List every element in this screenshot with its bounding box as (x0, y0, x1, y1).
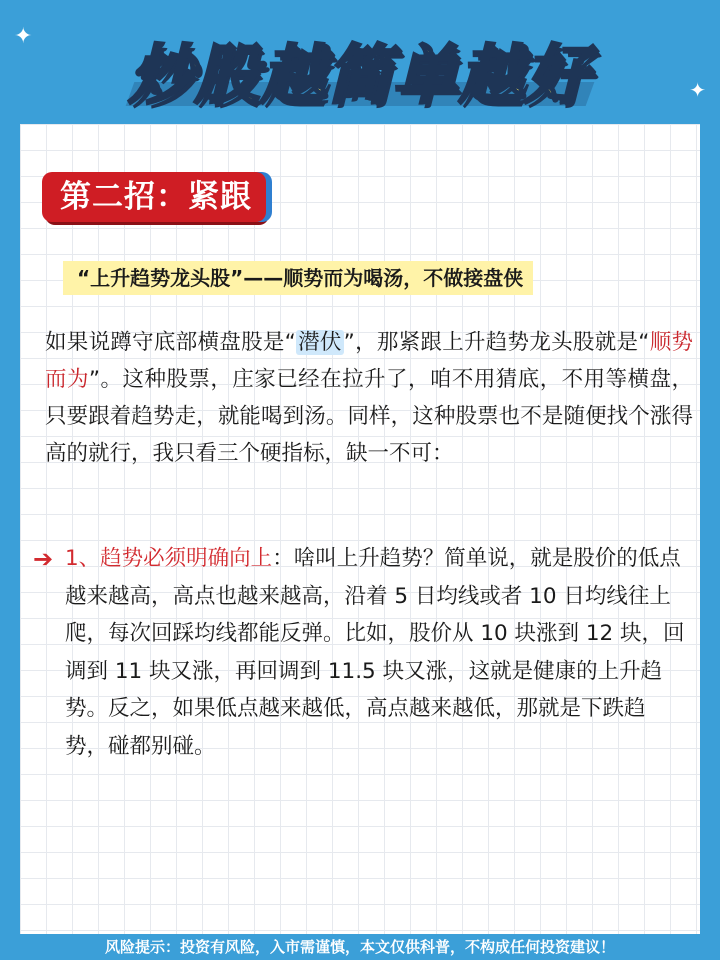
highlight-text: 潜伏 (297, 330, 342, 355)
paragraph-text: ”。这种股票，庄家已经在拉升了，咱不用猜底，不用等横盘，只要跟着趋势走，就能喝到汤。同样，这种股票也不是随便找个涨得高的就行，我只看三个硬指标，缺一不可： (45, 367, 693, 466)
intro-paragraph (45, 324, 693, 472)
subtitle-highlight: “上升趋势龙头股”——顺势而为喝汤，不做接盘侠 (63, 261, 533, 295)
content-card (20, 124, 700, 934)
section-badge: 第二招：紧跟 (42, 172, 266, 222)
item-heading: 1、趋势必须明确向上 (65, 546, 273, 571)
paragraph-text: 如果说蹲守底部横盘股是“ (45, 330, 296, 355)
sparkle-icon: ✦ (689, 78, 706, 102)
header (0, 18, 720, 118)
sparkle-icon: ✦ (14, 24, 33, 49)
list-item (33, 540, 685, 765)
page-title: 炒股越简单越好 (129, 39, 591, 113)
item-body: ：啥叫上升趋势？简单说，就是股价的低点越来越高，高点也越来越高，沿着 5 日均线或者 10 日均线往上爬，每次回踩均线都能反弹。比如，股价从 10 块涨到 12 块，回调到 11 块又涨，再回调到 11.5 块又涨，这就是健康的上升趋势。反之，如果低点越来越低，高点越来越低，那就是下跌趋势，碰都别碰。 (65, 546, 685, 759)
paragraph-text: ”，那紧跟上升趋势龙头股就是“ (343, 330, 650, 355)
arrow-right-icon: ➔ (33, 545, 54, 573)
highlight-text: 顺势而为 (45, 330, 693, 392)
risk-disclaimer: 风险提示：投资有风险，入市需谨慎，本文仅供科普，不构成任何投资建议！ (104, 938, 615, 956)
